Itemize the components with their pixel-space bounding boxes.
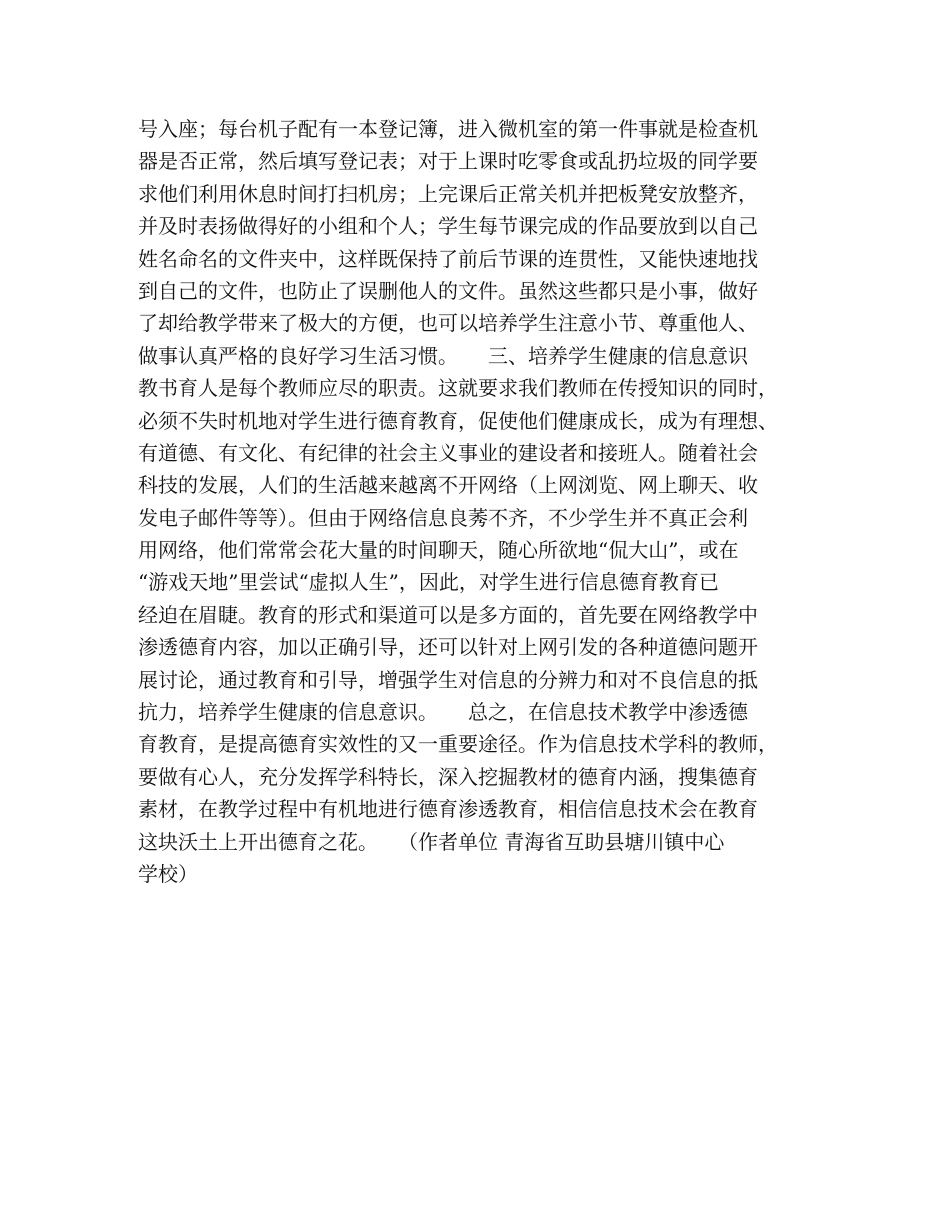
text-line: 做事认真严格的良好学习生活习惯。 三、培养学生健康的信息意识 xyxy=(138,343,748,368)
text-line: 并及时表扬做得好的小组和个人；学生每节课完成的作品要放到以自己 xyxy=(138,214,758,239)
text-line: 展讨论，通过教育和引导，增强学生对信息的分辨力和对不良信息的抵 xyxy=(138,667,758,692)
text-line: 学校） xyxy=(138,861,198,886)
text-line: 要做有心人，充分发挥学科特长，深入挖掘教材的德育内涵，搜集德育 xyxy=(138,764,758,789)
text-line: 抗力，培养学生健康的信息意识。 总之，在信息技术教学中渗透德 xyxy=(138,700,748,725)
text-line: 器是否正常，然后填写登记表；对于上课时吃零食或乱扔垃圾的同学要 xyxy=(138,149,758,174)
text-line: 用网络，他们常常会花大量的时间聊天，随心所欲地“侃大山”，或在 xyxy=(138,538,739,563)
text-line: 发电子邮件等等）。但由于网络信息良莠不齐，不少学生并不真正会利 xyxy=(138,505,748,530)
text-line: 渗透德育内容，加以正确引导，还可以针对上网引发的各种道德问题开 xyxy=(138,635,758,660)
text-line: “游戏天地”里尝试“虚拟人生”，因此，对学生进行信息德育教育已 xyxy=(138,570,719,595)
text-line: 这块沃土上开出德育之花。 （作者单位 青海省互助县塘川镇中心 xyxy=(138,829,725,854)
text-line: 姓名命名的文件夹中，这样既保持了前后节课的连贯性，又能快速地找 xyxy=(138,246,758,271)
text-line: 了却给教学带来了极大的方便，也可以培养学生注意小节、尊重他人、 xyxy=(138,311,758,336)
text-line: 科技的发展，人们的生活越来越离不开网络（上网浏览、网上聊天、收 xyxy=(138,473,758,498)
text-line: 教书育人是每个教师应尽的职责。这就要求我们教师在传授知识的同时， xyxy=(138,376,778,401)
text-line: 育教育，是提高德育实效性的又一重要途径。作为信息技术学科的教师， xyxy=(138,732,778,757)
text-line: 求他们利用休息时间打扫机房；上完课后正常关机并把板凳安放整齐， xyxy=(138,181,758,206)
text-line: 经迫在眉睫。教育的形式和渠道可以是多方面的，首先要在网络教学中 xyxy=(138,602,758,627)
text-line: 到自己的文件，也防止了误删他人的文件。虽然这些都只是小事，做好 xyxy=(138,278,758,303)
body-text xyxy=(138,113,838,890)
text-line: 素材，在教学过程中有机地进行德育渗透教育，相信信息技术会在教育 xyxy=(138,797,758,822)
text-line: 必须不失时机地对学生进行德育教育，促使他们健康成长，成为有理想、 xyxy=(138,408,778,433)
text-line: 有道德、有文化、有纪律的社会主义事业的建设者和接班人。随着社会 xyxy=(138,440,758,465)
text-line: 号入座；每台机子配有一本登记簿，进入微机室的第一件事就是检查机 xyxy=(138,117,758,141)
